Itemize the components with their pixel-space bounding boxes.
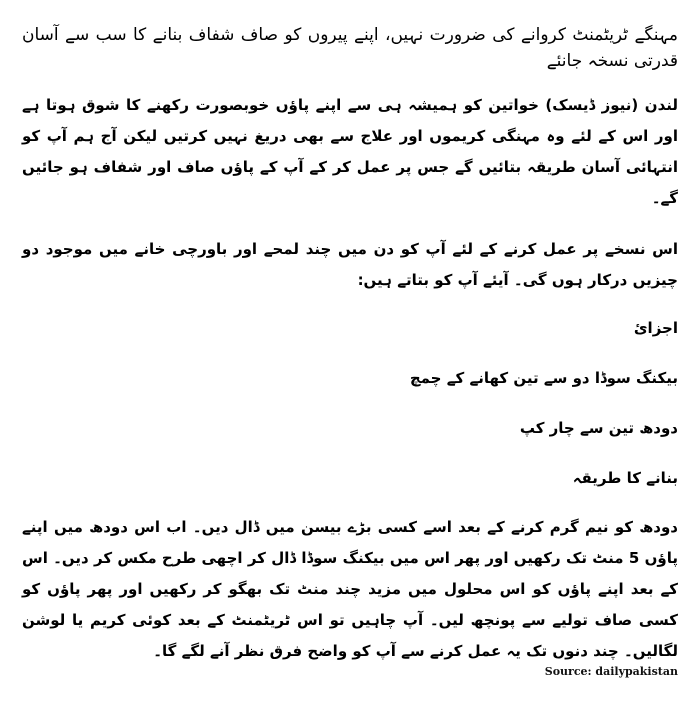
ingredients-heading: اجزائ — [633, 319, 678, 337]
ingredient-item: بیکنگ سوڈا دو سے تین کھانے کے چمچ — [409, 369, 678, 387]
article-title: مہنگے ٹریٹمنٹ کروانے کی ضرورت نہیں، اپنے پیروں کو صاف شفاف بنانے کا سب سے آسان قدرتی نسخہ جانئے — [22, 25, 678, 71]
article — [22, 0, 678, 667]
ingredient-item: دودھ تین سے چار کپ — [519, 419, 678, 437]
intro-paragraph: لندن (نیوز ڈیسک) خواتین کو ہمیشہ ہی سے اپنے پاؤں خوبصورت رکھنے کا شوق ہوتا ہے اور اس کے لئے وہ مہنگی کریموں اور علاج سے بھی دریغ نہیں کرتیں لیکن آج ہم آپ کو انتہائی آسان طریقہ بتائیں گے جس پر عمل کر کے آپ کے پاؤں صاف اور شفاف ہو جائیں گے۔ — [22, 96, 678, 207]
method-paragraph: دودھ کو نیم گرم کرنے کے بعد اسے کسی بڑے بیسن میں ڈال دیں۔ اب اس دودھ میں اپنے پاؤں 5 منٹ تک رکھیں اور پھر اس میں بیکنگ سوڈا ڈال کر اچھی طرح مکس کر دیں۔ اس کے بعد اپنے پاؤں کو اس محلول میں مزید چند منٹ تک بھگو کر رکھیں اور پھر پاؤں کو کسی صاف تولیے سے پونچھ لیں۔ آپ چاہیں تو اس ٹریٹمنٹ کے بعد کوئی کریم یا لوشن لگالیں۔ چند دنوں تک یہ عمل کرنے سے آپ کو واضح فرق نظر آنے لگے گا۔ — [22, 518, 678, 660]
requirements-paragraph: اس نسخے پر عمل کرنے کے لئے آپ کو دن میں چند لمحے اور باورچی خانے میں موجود دو چیزیں درکار ہوں گی۔ آیئے آپ کو بتاتے ہیں: — [22, 240, 678, 289]
source-credit: Source: dailypakistan — [544, 665, 678, 678]
method-heading: بنانے کا طریقہ — [572, 469, 678, 487]
